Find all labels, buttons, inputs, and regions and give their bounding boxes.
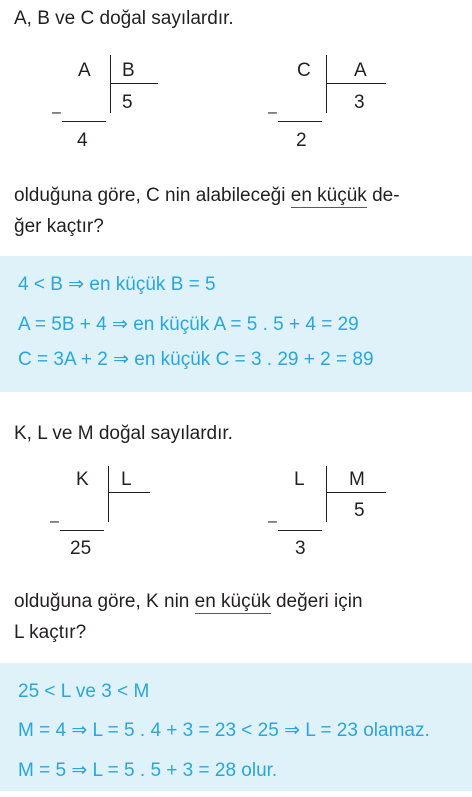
problem2-question-line2: L kaçtır?	[14, 622, 87, 643]
dividend: K	[76, 469, 89, 490]
divisor: A	[354, 60, 367, 81]
subtraction-line	[62, 121, 106, 122]
subtraction-line	[60, 530, 104, 531]
minus-sign: –	[268, 513, 277, 530]
problem2-question	[14, 591, 363, 613]
dividend: A	[78, 60, 91, 81]
divisor: B	[122, 60, 135, 81]
minus-sign: –	[268, 104, 277, 121]
question-emphasis: en küçük	[290, 185, 367, 206]
division-vertical-line	[326, 466, 327, 522]
divisor: M	[349, 469, 365, 490]
division-horizontal-line	[110, 83, 158, 84]
remainder: 25	[70, 538, 92, 559]
solution-line-1: 4 < B ⇒ en küçük B = 5	[18, 274, 216, 295]
divisor: L	[121, 469, 132, 490]
quotient: 3	[354, 92, 365, 113]
division-horizontal-line	[326, 83, 386, 84]
minus-sign: –	[52, 104, 61, 121]
dividend: L	[294, 469, 305, 490]
division-vertical-line	[326, 55, 327, 113]
solution-line-2: A = 5B + 4 ⇒ en küçük A = 5 . 5 + 4 = 29	[18, 314, 359, 335]
problem2-statement: K, L ve M doğal sayılardır.	[14, 423, 233, 444]
problem1-question-line2: ğer kaçtır?	[14, 216, 104, 237]
remainder: 3	[295, 538, 306, 559]
subtraction-line	[278, 121, 322, 122]
division-vertical-line	[108, 466, 109, 522]
problem1-solution-box	[0, 256, 472, 392]
solution-line-3: M = 5 ⇒ L = 5 . 5 + 3 = 28 olur.	[18, 760, 278, 781]
quotient: 5	[354, 500, 365, 521]
division-horizontal-line	[326, 492, 386, 493]
problem1-statement: A, B ve C doğal sayılardır.	[14, 8, 234, 29]
dividend: C	[297, 60, 311, 81]
solution-line-2: M = 4 ⇒ L = 5 . 4 + 3 = 23 < 25 ⇒ L = 23 olamaz.	[18, 720, 430, 741]
division-vertical-line	[110, 55, 111, 113]
remainder: 2	[296, 130, 307, 151]
problem2-solution-box	[0, 663, 472, 791]
minus-sign: –	[50, 513, 59, 530]
question-text-end: değeri için	[270, 591, 363, 612]
problem1-question	[14, 185, 400, 207]
quotient: 5	[122, 92, 133, 113]
division-horizontal-line	[108, 492, 150, 493]
remainder: 4	[77, 130, 88, 151]
question-text: olduğuna göre, K nin	[14, 591, 195, 612]
question-emphasis: en küçük	[194, 591, 271, 612]
solution-line-1: 25 < L ve 3 < M	[18, 681, 150, 702]
solution-line-3: C = 3A + 2 ⇒ en küçük C = 3 . 29 + 2 = 89	[18, 349, 374, 370]
subtraction-line	[278, 530, 322, 531]
question-text-end: de-	[366, 185, 400, 206]
question-text: olduğuna göre, C nin alabileceği	[14, 185, 291, 206]
